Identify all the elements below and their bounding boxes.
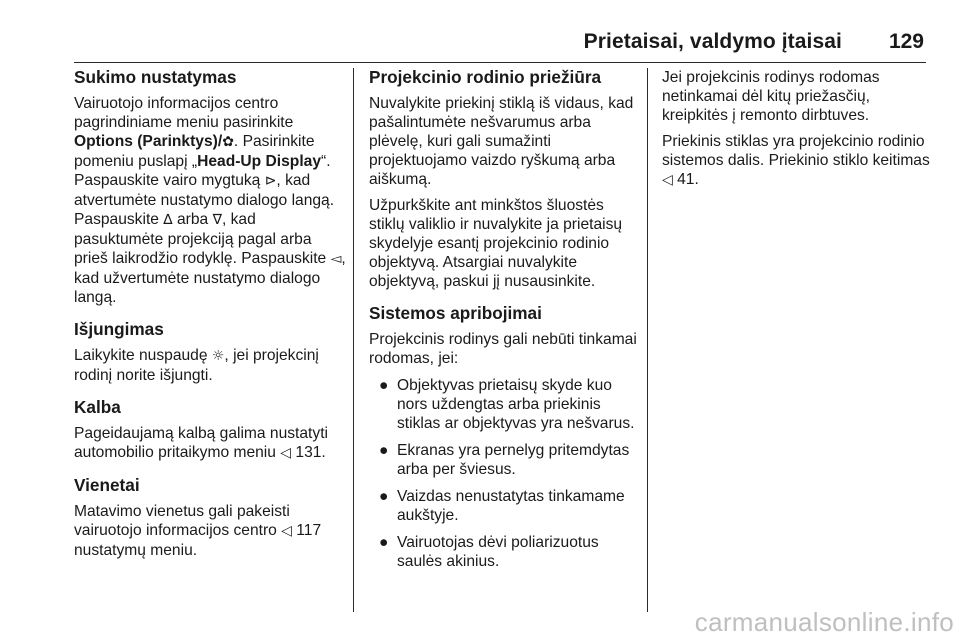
text-run: Matavimo vienetus gali pakeisti vairuotojo informacijos centro	[74, 503, 290, 539]
section-title-switch-off: Išjungimas	[74, 319, 164, 339]
section-text-limitations: Projekcinis rodinys gali nebūti tinkamai rodomas, jei:	[369, 331, 637, 367]
reference-icon: ◁	[662, 172, 673, 188]
menu-options-label: Options (Parinktys)	[74, 133, 218, 150]
text-run: arba	[172, 211, 213, 228]
text-run: , kad atvertumėte nustatymo dialogo langą. Paspauskite	[74, 172, 335, 228]
section-text-language	[74, 424, 346, 463]
section-text-care-2: Užpurkškite ant minkštos šluostės stiklų valiklio ir nuvalykite ja prietaisų skydelyje esantį projekcinio rodinio objektyvą. Atsargiai nuvalykite objektyvą, paskui jį nusausinkite.	[369, 197, 623, 290]
section-text-windscreen	[662, 132, 930, 190]
reference-icon: ◁	[280, 445, 292, 461]
list-item	[369, 376, 637, 433]
text-run: . Pasirinkite pomeniu puslapį „	[74, 133, 315, 170]
bullet-icon: ●	[379, 534, 389, 551]
page-reference: 131.	[291, 444, 326, 461]
section-title-limitations: Sistemos apribojimai	[369, 303, 542, 323]
limitations-list	[369, 376, 637, 571]
hud-icon: ☼	[211, 348, 225, 364]
column-left	[74, 66, 346, 560]
column-divider	[647, 68, 648, 612]
section-title-care: Projekcinio rodinio priežiūra	[369, 67, 602, 87]
gear-icon: ✿	[222, 134, 234, 150]
section-text-units	[74, 502, 346, 560]
text-run: /	[217, 133, 223, 150]
text-run: Vairuotojo informacijos centro pagrindiniame meniu pasirinkite	[74, 95, 294, 131]
text-run: , kad pasuktumėte projekciją pagal arba prieš laikrodžio rodyklę. Paspauskite	[74, 211, 331, 267]
section-text-switch-off	[74, 346, 346, 385]
text-run: “. Paspauskite vairo mygtuką	[74, 153, 331, 189]
header-title: Prietaisai, valdymo įtaisai	[583, 30, 842, 53]
reference-icon: ◁	[281, 523, 292, 539]
play-icon: ⊳	[264, 173, 277, 189]
page-reference: 41.	[672, 171, 699, 188]
page-reference: 117 nustatymų meniu.	[74, 522, 322, 559]
bullet-icon: ●	[379, 377, 389, 394]
text-run: , jei projekcinį rodinį norite išjungti.	[74, 347, 319, 384]
list-item-text: Vairuotojas dėvi poliarizuotus saulės akinius.	[397, 534, 599, 570]
bullet-icon: ●	[379, 442, 389, 459]
bullet-icon: ●	[379, 488, 389, 505]
text-run: Pageidaujamą kalbą galima nustatyti automobilio pritaikymo meniu	[74, 425, 328, 461]
list-item	[369, 441, 637, 479]
section-text-service: Jei projekcinis rodinys rodomas netinkamai dėl kitų priežasčių, kreipkitės į remonto dirbtuves.	[662, 69, 880, 124]
menu-hud-label: Head-Up Display	[197, 153, 322, 170]
text-run: Laikykite nuspaudę	[74, 347, 212, 364]
list-item-text: Ekranas yra pernelyg pritemdytas arba per šviesus.	[397, 442, 630, 478]
column-right	[662, 66, 930, 190]
list-item-text: Objektyvas prietaisų skyde kuo nors uždengtas arba priekinis stiklas ar objektyvas yra nešvarus.	[397, 377, 635, 432]
list-item	[369, 533, 637, 571]
section-text-care-1: Nuvalykite priekinį stiklą iš vidaus, kad pašalintumėte nešvarumus arba plėvelę, kuri gali sumažinti projektuojamo vaizdo ryškumą arba aiškumą.	[369, 95, 634, 188]
page-header	[74, 28, 926, 63]
down-icon: ∇	[212, 212, 222, 228]
list-item-text: Vaizdas nenustatytas tinkamame aukštyje.	[397, 488, 625, 524]
text-run: Priekinis stiklas yra projekcinio rodinio sistemos dalis. Priekinio stiklo keitimas	[662, 133, 930, 169]
watermark: carmanualsonline.info	[694, 607, 954, 637]
page-number: 129	[888, 30, 924, 53]
column-middle	[369, 66, 637, 579]
up-icon: ∆	[163, 212, 173, 228]
section-title-language: Kalba	[74, 397, 121, 417]
list-item	[369, 487, 637, 525]
section-title-units: Vienetai	[74, 475, 140, 495]
back-icon: ◅	[330, 251, 342, 267]
section-title-rotation: Sukimo nustatymas	[74, 67, 237, 87]
text-run: , kad užvertumėte nustatymo dialogo langą.	[74, 250, 346, 306]
section-text-rotation	[74, 94, 346, 307]
column-divider	[353, 68, 354, 612]
